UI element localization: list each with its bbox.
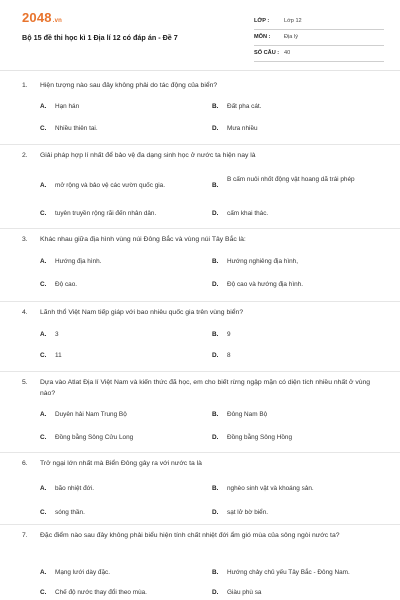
option-letter: A. — [40, 569, 47, 576]
question-text: Khác nhau giữa địa hình vùng núi Đông Bắc và vùng núi Tây Bắc là: — [40, 236, 246, 243]
option-text: Hướng địa hình. — [55, 258, 102, 265]
question-text: Hiện tượng nào sau đây không phải do tác động của biển? — [40, 82, 218, 89]
option-text: sóng thần. — [55, 509, 85, 516]
question-number: 2. — [22, 152, 28, 159]
site-logo[interactable] — [22, 10, 62, 25]
option-text: 11 — [55, 352, 62, 359]
meta-value-subject: Địa lý — [284, 34, 298, 40]
question-divider — [0, 228, 400, 229]
option-letter: C. — [40, 509, 47, 516]
meta-value-count: 40 — [284, 50, 291, 56]
question-divider — [0, 371, 400, 372]
option-letter: B. — [212, 258, 219, 265]
option-text: Đồng bằng Sông Hồng — [227, 434, 293, 441]
option-text: 8 — [227, 352, 231, 359]
option-letter: A. — [40, 258, 47, 265]
option-letter: A. — [40, 485, 47, 492]
option-text: Hướng nghiêng địa hình, — [227, 258, 299, 265]
question-divider — [0, 301, 400, 302]
page-header — [0, 0, 400, 60]
option-text: Đồng bằng Sông Cửu Long — [55, 434, 134, 441]
option-text: cấm khai thác. — [227, 210, 269, 217]
exam-title: Bộ 15 đề thi học kì 1 Địa lí 12 có đáp án - Đề 7 — [22, 33, 178, 42]
meta-row-count — [254, 46, 384, 62]
option-text: sạt lở bờ biển. — [227, 509, 269, 516]
option-text: Giàu phù sa — [227, 589, 262, 596]
option-letter: C. — [40, 589, 47, 596]
option-text: Mạng lưới dày đặc. — [55, 569, 111, 576]
option-text: 3 — [55, 331, 59, 338]
question-number: 7. — [22, 532, 28, 539]
option-letter: B. — [212, 569, 219, 576]
option-letter: D. — [212, 210, 219, 217]
question-text: Giải pháp hợp lí nhất để bảo vệ đa dạng sinh học ở nước ta hiện nay là — [40, 152, 256, 159]
option-text: B cấm nuôi nhốt động vật hoang dã trái phép — [227, 176, 355, 183]
option-text: 9 — [227, 331, 231, 338]
option-letter: B. — [212, 103, 219, 110]
meta-label-class: LỚP : — [254, 18, 270, 24]
option-letter: D. — [212, 352, 219, 359]
question-number: 3. — [22, 236, 28, 243]
option-text: tuyên truyền rộng rãi đến nhân dân. — [55, 210, 157, 217]
question-number: 4. — [22, 309, 28, 316]
option-text: Đất pha cát. — [227, 103, 262, 110]
option-text: nghèo sinh vật và khoáng sản. — [227, 485, 314, 492]
option-letter: D. — [212, 434, 219, 441]
option-letter: D. — [212, 509, 219, 516]
question-divider — [0, 524, 400, 525]
option-text: Hạn hán — [55, 103, 80, 110]
option-letter: C. — [40, 352, 47, 359]
meta-value-class: Lớp 12 — [284, 18, 302, 24]
header-divider — [0, 70, 400, 71]
exam-meta-panel — [254, 14, 384, 62]
option-letter: B. — [212, 485, 219, 492]
question-number: 6. — [22, 460, 28, 467]
option-letter: B. — [212, 182, 219, 189]
option-letter: A. — [40, 411, 47, 418]
option-text: Hướng chảy chủ yếu Tây Bắc - Đông Nam. — [227, 569, 350, 576]
option-text: Mưa nhiều — [227, 125, 258, 132]
option-letter: A. — [40, 331, 47, 338]
option-letter: C. — [40, 125, 47, 132]
option-letter: A. — [40, 182, 47, 189]
option-letter: D. — [212, 589, 219, 596]
option-letter: A. — [40, 103, 47, 110]
meta-label-count: SỐ CÂU : — [254, 50, 280, 56]
option-letter: C. — [40, 210, 47, 217]
option-text: mở rộng và bảo vệ các vườn quốc gia. — [55, 182, 165, 189]
question-text: Trở ngại lớn nhất mà Biển Đông gây ra với nước ta là — [40, 460, 202, 467]
question-divider — [0, 452, 400, 453]
option-text: Nhiều thiên tai. — [55, 125, 98, 132]
meta-label-subject: MÔN : — [254, 34, 271, 40]
option-letter: B. — [212, 331, 219, 338]
option-text: bão nhiệt đới. — [55, 485, 95, 492]
option-text: Đông Nam Bộ — [227, 411, 268, 418]
option-letter: C. — [40, 434, 47, 441]
option-text: Độ cao và hướng địa hình. — [227, 281, 303, 288]
option-text: Chế độ nước thay đổi theo mùa. — [55, 589, 147, 596]
logo-tld: .vn — [52, 18, 63, 24]
question-number: 1. — [22, 82, 28, 89]
logo-main: 2048 — [22, 10, 52, 25]
question-text: Dựa vào Atlat Địa lí Việt Nam và kiến thức đã học, em cho biết rừng ngập mặn có diện tích nhiều nhất ở vùng nào? — [40, 379, 371, 397]
meta-row-subject — [254, 30, 384, 46]
question-number: 5. — [22, 379, 28, 386]
option-letter: C. — [40, 281, 47, 288]
option-letter: B. — [212, 411, 219, 418]
option-letter: D. — [212, 125, 219, 132]
question-text: Lãnh thổ Việt Nam tiếp giáp với bao nhiêu quốc gia trên vùng biển? — [40, 309, 244, 316]
meta-row-class — [254, 14, 384, 30]
option-text: Độ cao. — [55, 281, 78, 288]
question-text: Đặc điểm nào sau đây không phải biểu hiện tính chất nhiệt đới ẩm gió mùa của sông ngòi nước ta? — [40, 532, 340, 539]
question-divider — [0, 144, 400, 145]
option-text: Duyên hải Nam Trung Bộ — [55, 411, 127, 418]
option-letter: D. — [212, 281, 219, 288]
